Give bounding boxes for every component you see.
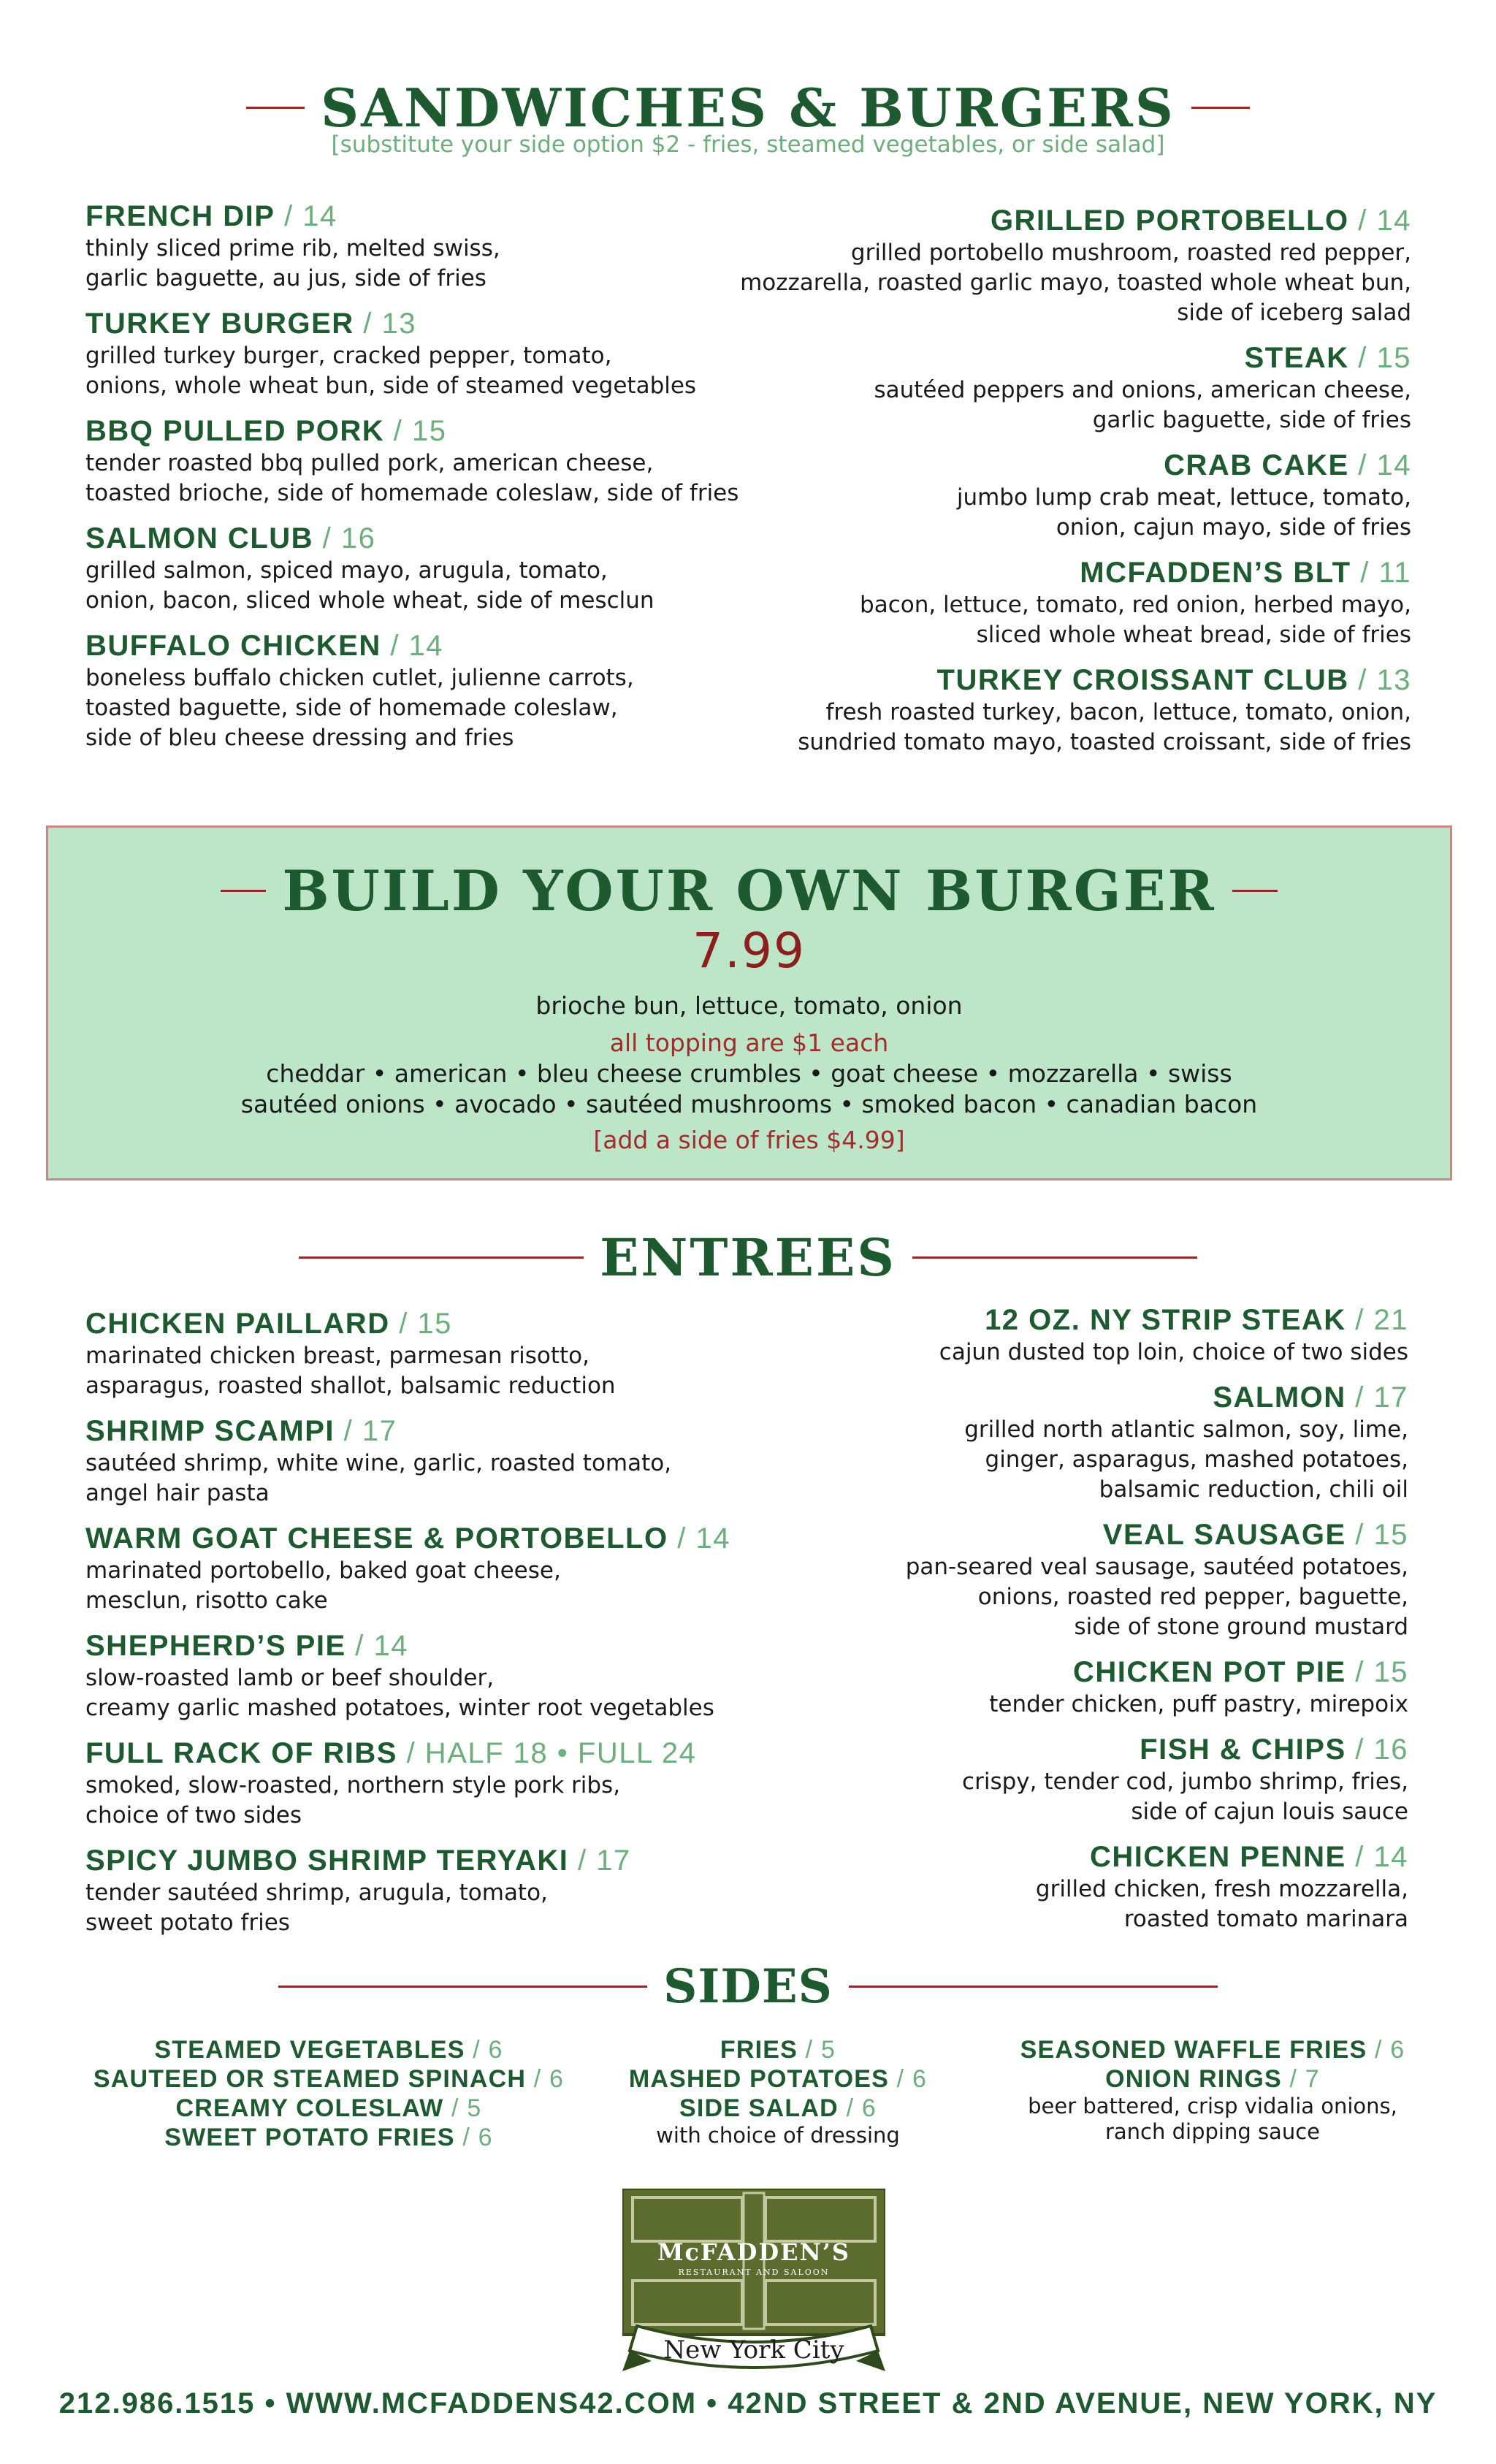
menu-item-name: VEAL SAUSAGE (1102, 1519, 1346, 1551)
menu-item (818, 1517, 1408, 1642)
menu-item-name: BUFFALO CHICKEN (85, 630, 381, 662)
menu-item-description: slow-roasted lamb or beef shoulder, creamy garlic mashed potatoes, winter root vegetables (85, 1665, 714, 1721)
menu-item-description: grilled north atlantic salmon, soy, lime, ginger, asparagus, mashed potatoes, balsamic reduction, chili oil (964, 1416, 1408, 1503)
menu-item-heading (818, 1839, 1408, 1874)
side-item-name: SIDE SALAD (679, 2094, 839, 2122)
menu-item (672, 203, 1411, 328)
menu-item-description: grilled chicken, fresh mozzarella, roasted tomato marinara (1035, 1876, 1408, 1932)
side-item (979, 2064, 1446, 2094)
sandwiches-title: SANDWICHES & BURGERS (321, 77, 1175, 139)
side-item (606, 2064, 950, 2094)
side-item-name: SEASONED WAFFLE FRIES (1020, 2036, 1367, 2064)
side-item-name: SAUTEED OR STEAMED SPINACH (93, 2065, 527, 2093)
footer-contact: 212.986.1515 • WWW.MCFADDENS42.COM • 42ND STREET & 2ND AVENUE, NEW YORK, NY (58, 2387, 1438, 2419)
build-your-own-burger-box (46, 825, 1452, 1180)
menu-item-description: pan-seared veal sausage, sautéed potatoes, onions, roasted red pepper, baguette, side of stone ground mustard (905, 1554, 1408, 1640)
menu-item-description: cajun dusted top loin, choice of two sides (939, 1339, 1408, 1365)
menu-item (818, 1839, 1408, 1934)
side-item-name: FRIES (720, 2036, 798, 2064)
menu-item-description: smoked, slow-roasted, northern style pork ribs, choice of two sides (85, 1772, 621, 1828)
menu-item (818, 1732, 1408, 1827)
menu-item-heading (672, 448, 1411, 483)
menu-item (818, 1655, 1408, 1720)
byob-base: brioche bun, lettuce, tomato, onion (535, 991, 963, 1020)
menu-item-description: marinated portobello, baked goat cheese, mesclun, risotto cake (85, 1557, 561, 1614)
menu-item-heading (85, 1306, 860, 1341)
side-item-price: / 6 (838, 2094, 877, 2122)
logo-tagline: RESTAURANT AND SALOON (678, 2267, 830, 2277)
menu-item (672, 555, 1411, 650)
menu-item (85, 1628, 860, 1723)
sides-rule-right (849, 1986, 1218, 1988)
menu-item-price: / 14 (346, 1630, 408, 1662)
menu-item-price: / 13 (354, 308, 417, 340)
header-rule-left (246, 107, 305, 109)
logo-banner: New York City (663, 2335, 844, 2365)
side-item-price: / 6 (526, 2065, 565, 2093)
side-item-name: STEAMED VEGETABLES (154, 2036, 465, 2064)
menu-item-name: SHEPHERD’S PIE (85, 1630, 346, 1662)
menu-item-price: / 17 (568, 1845, 631, 1877)
menu-item-description: sautéed shrimp, white wine, garlic, roasted tomato, angel hair pasta (85, 1450, 672, 1506)
menu-item-price: / 14 (1348, 205, 1411, 237)
side-item-price: / 7 (1281, 2065, 1320, 2093)
menu-item-heading (85, 1736, 860, 1771)
menu-item (85, 1306, 860, 1401)
entrees-right-column (818, 1302, 1408, 1947)
menu-item-name: SALMON CLUB (85, 522, 314, 554)
menu-item-name: SALMON (1213, 1381, 1346, 1414)
menu-item-price: / 17 (335, 1415, 397, 1447)
menu-item-name: CHICKEN PAILLARD (85, 1308, 390, 1340)
entrees-rule-left (299, 1256, 584, 1259)
menu-item-price: / 14 (668, 1522, 730, 1555)
menu-item-price: / 13 (1348, 664, 1411, 696)
side-item-name: SWEET POTATO FRIES (164, 2124, 455, 2151)
menu-item-heading (818, 1655, 1408, 1690)
menu-item-description: fresh roasted turkey, bacon, lettuce, tomato, onion, sundried tomato mayo, toasted croissant, side of fries (798, 699, 1411, 755)
menu-item-price: / 16 (313, 522, 376, 554)
entrees-left-column (85, 1306, 860, 1950)
menu-item (818, 1302, 1408, 1368)
side-item-price: / 6 (465, 2036, 503, 2064)
byob-title: BUILD YOUR OWN BURGER (282, 858, 1216, 923)
menu-item-heading (672, 203, 1411, 238)
menu-item-description: marinated chicken breast, parmesan risotto, asparagus, roasted shallot, balsamic reduction (85, 1343, 616, 1399)
mcfaddens-logo-graphic (622, 2189, 885, 2380)
header-rule-right (1191, 107, 1250, 109)
menu-item-description: grilled portobello mushroom, roasted red pepper, mozzarella, roasted garlic mayo, toasted whole wheat bun, side of iceberg salad (740, 240, 1411, 326)
menu-item (85, 1414, 860, 1508)
menu-item-price: / 11 (1351, 557, 1411, 589)
menu-item (85, 1736, 860, 1831)
menu-item-name: FRENCH DIP (85, 200, 275, 232)
side-item-price: / 5 (798, 2036, 836, 2064)
side-item (80, 2035, 577, 2064)
menu-item-name: SPICY JUMBO SHRIMP TERYAKI (85, 1845, 569, 1877)
side-item-note: beer battered, crisp vidalia onions, ranch dipping sauce (1028, 2094, 1397, 2144)
sides-column-2 (606, 2035, 950, 2148)
side-item (80, 2064, 577, 2094)
menu-item-heading (818, 1732, 1408, 1767)
side-item (80, 2123, 577, 2152)
menu-item-description: crispy, tender cod, jumbo shrimp, fries, side of cajun louis sauce (962, 1769, 1408, 1825)
menu-item-name: BBQ PULLED PORK (85, 415, 385, 447)
menu-item-heading (818, 1517, 1408, 1552)
menu-item (818, 1380, 1408, 1505)
menu-item-heading (85, 1628, 860, 1663)
menu-item-description: grilled salmon, spiced mayo, arugula, tomato, onion, bacon, sliced whole wheat, side of mesclun (85, 557, 654, 614)
side-item (606, 2035, 950, 2064)
menu-item-heading (818, 1380, 1408, 1415)
menu-item-name: CHICKEN PENNE (1090, 1841, 1346, 1873)
logo-name: McFADDEN’S (657, 2238, 850, 2266)
menu-item-description: tender chicken, puff pastry, mirepoix (989, 1691, 1408, 1717)
menu-item-price: / 21 (1346, 1304, 1408, 1336)
menu-item-description: bacon, lettuce, tomato, red onion, herbed mayo, sliced whole wheat bread, side of fries (860, 592, 1411, 648)
menu-item-name: TURKEY CROISSANT CLUB (936, 664, 1349, 696)
menu-item-description: sautéed peppers and onions, american cheese, garlic baguette, side of fries (874, 377, 1411, 433)
entrees-rule-right (912, 1256, 1197, 1259)
sides-header (0, 1959, 1496, 2014)
menu-item-price: / 15 (1348, 342, 1411, 374)
menu-item-heading (85, 1414, 860, 1449)
menu-item-heading (672, 555, 1411, 590)
mcfaddens-logo (622, 2189, 885, 2380)
menu-item-price: / 14 (381, 630, 444, 662)
menu-item-name: STEAK (1244, 342, 1349, 374)
menu-item-name: CRAB CAKE (1164, 449, 1349, 481)
menu-item (672, 663, 1411, 758)
menu-item-name: TURKEY BURGER (85, 308, 354, 340)
side-item-price: / 5 (443, 2094, 482, 2122)
side-item (979, 2035, 1446, 2064)
entrees-header (0, 1227, 1496, 1288)
menu-item-heading (85, 1843, 860, 1878)
menu-item-description: tender sautéed shrimp, arugula, tomato, sweet potato fries (85, 1880, 548, 1936)
menu-item-name: 12 OZ. NY STRIP STEAK (985, 1304, 1346, 1336)
menu-item (672, 340, 1411, 435)
side-item-note: with choice of dressing (656, 2123, 900, 2148)
sides-rule-left (278, 1986, 647, 1988)
byob-rule-left (221, 890, 266, 892)
menu-item-name: CHICKEN POT PIE (1073, 1656, 1346, 1688)
byob-toppings-line-1: cheddar • american • bleu cheese crumbles • goat cheese • mozzarella • swiss (266, 1059, 1232, 1088)
menu-item-name: GRILLED PORTOBELLO (990, 205, 1349, 237)
menu-item-name: MCFADDEN’S BLT (1080, 557, 1351, 589)
menu-item-price: / 15 (384, 415, 447, 447)
byob-fries-note: [add a side of fries $4.99] (593, 1126, 905, 1154)
sandwiches-header (0, 77, 1496, 139)
menu-item (672, 448, 1411, 543)
menu-item-price: / 14 (1346, 1841, 1408, 1873)
menu-item-name: SHRIMP SCAMPI (85, 1415, 335, 1447)
sides-column-3 (979, 2035, 1446, 2145)
menu-item-description: tender roasted bbq pulled pork, american cheese, toasted brioche, side of homemade coleslaw, side of fries (85, 450, 739, 506)
menu-item (85, 1521, 860, 1616)
byob-header (48, 858, 1450, 923)
sides-column-1 (80, 2035, 577, 2152)
menu-item-heading (672, 663, 1411, 698)
menu-item-heading (85, 1521, 860, 1556)
menu-item-price: / 17 (1346, 1381, 1408, 1414)
menu-item-description: boneless buffalo chicken cutlet, julienne carrots, toasted baguette, side of homemade coleslaw, side of bleu cheese dressing and fries (85, 665, 634, 751)
side-item (80, 2094, 577, 2123)
side-item-price: / 6 (1367, 2036, 1405, 2064)
side-substitute-note: [substitute your side option $2 - fries, steamed vegetables, or side salad] (331, 131, 1165, 158)
menu-item-description: grilled turkey burger, cracked pepper, tomato, onions, whole wheat bun, side of steamed vegetables (85, 343, 697, 399)
menu-item-heading (818, 1302, 1408, 1338)
menu-item-price: / 15 (1346, 1656, 1408, 1688)
side-item-name: CREAMY COLESLAW (175, 2094, 444, 2122)
menu-item-price: / 15 (389, 1308, 452, 1340)
sandwiches-right-column (672, 203, 1411, 770)
menu-item-price: / 14 (1348, 449, 1411, 481)
byob-rule-right (1232, 890, 1278, 892)
menu-item-price: / HALF 18 • FULL 24 (397, 1737, 697, 1769)
side-item-price: / 6 (454, 2124, 493, 2151)
menu-item-price: / 15 (1346, 1519, 1408, 1551)
menu-item-name: FULL RACK OF RIBS (85, 1737, 397, 1769)
menu-item (85, 1843, 860, 1938)
menu-item-price: / 14 (275, 200, 337, 232)
byob-price: 7.99 (692, 923, 806, 979)
sides-title: SIDES (663, 1959, 833, 2014)
menu-item-price: / 16 (1346, 1733, 1408, 1766)
entrees-title: ENTREES (600, 1227, 896, 1288)
side-item-name: ONION RINGS (1105, 2065, 1282, 2093)
byob-toppings-note: all topping are $1 each (609, 1029, 889, 1057)
menu-item-heading (672, 340, 1411, 375)
side-item-name: MASHED POTATOES (628, 2065, 890, 2093)
side-item-price: / 6 (889, 2065, 928, 2093)
menu-item-description: jumbo lump crab meat, lettuce, tomato, onion, cajun mayo, side of fries (956, 484, 1411, 541)
side-item (606, 2094, 950, 2123)
menu-item-name: FISH & CHIPS (1140, 1733, 1346, 1766)
byob-toppings-line-2: sautéed onions • avocado • sautéed mushrooms • smoked bacon • canadian bacon (240, 1090, 1258, 1118)
menu-item-description: thinly sliced prime rib, melted swiss, garlic baguette, au jus, side of fries (85, 235, 500, 291)
menu-item-name: WARM GOAT CHEESE & PORTOBELLO (85, 1522, 668, 1555)
